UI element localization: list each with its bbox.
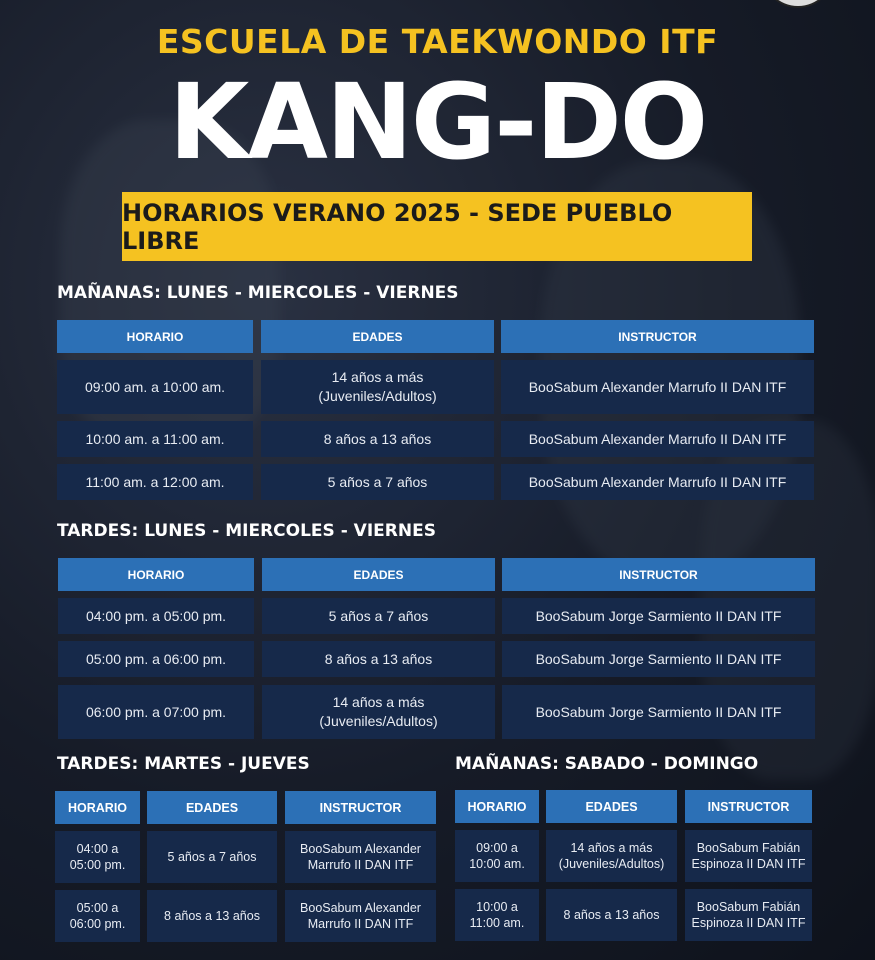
column-header: EDADES xyxy=(546,790,677,823)
column-header: HORARIO xyxy=(57,320,253,353)
school-logo-icon xyxy=(761,0,835,8)
schedule-time-cell: 04:00 a 05:00 pm. xyxy=(55,831,140,883)
column-header: HORARIO xyxy=(455,790,539,823)
column-header: INSTRUCTOR xyxy=(685,790,812,823)
column-header: INSTRUCTOR xyxy=(285,791,436,824)
instructor-cell: BooSabum Alexander Marrufo II DAN ITF xyxy=(501,464,814,500)
age-range-cell: 5 años a 7 años xyxy=(261,464,494,500)
schedule-time-cell: 05:00 a 06:00 pm. xyxy=(55,890,140,942)
schedule-time-cell: 11:00 am. a 12:00 am. xyxy=(57,464,253,500)
instructor-cell: BooSabum Fabián Espinoza II DAN ITF xyxy=(685,889,812,941)
section-title: MAÑANAS: SABADO - DOMINGO xyxy=(455,754,759,774)
age-range-cell: 8 años a 13 años xyxy=(546,889,677,941)
age-range-cell: 8 años a 13 años xyxy=(262,641,495,677)
section-title: TARDES: LUNES - MIERCOLES - VIERNES xyxy=(57,521,436,541)
age-range-cell: 14 años a más (Juveniles/Adultos) xyxy=(261,360,494,414)
schedule-time-cell: 04:00 pm. a 05:00 pm. xyxy=(58,598,254,634)
column-header: INSTRUCTOR xyxy=(501,320,814,353)
instructor-cell: BooSabum Alexander Marrufo II DAN ITF xyxy=(501,360,814,414)
age-range-cell: 8 años a 13 años xyxy=(147,890,277,942)
age-range-cell: 8 años a 13 años xyxy=(261,421,494,457)
section-title: MAÑANAS: LUNES - MIERCOLES - VIERNES xyxy=(57,283,459,303)
column-header: HORARIO xyxy=(55,791,140,824)
column-header: HORARIO xyxy=(58,558,254,591)
instructor-cell: BooSabum Jorge Sarmiento II DAN ITF xyxy=(502,598,815,634)
schedule-time-cell: 06:00 pm. a 07:00 pm. xyxy=(58,685,254,739)
column-header: EDADES xyxy=(147,791,277,824)
column-header: INSTRUCTOR xyxy=(502,558,815,591)
school-subtitle: ESCUELA DE TAEKWONDO ITF xyxy=(156,22,719,61)
schedule-time-cell: 05:00 pm. a 06:00 pm. xyxy=(58,641,254,677)
schedule-banner: HORARIOS VERANO 2025 - SEDE PUEBLO LIBRE xyxy=(122,192,752,261)
instructor-cell: BooSabum Alexander Marrufo II DAN ITF xyxy=(285,890,436,942)
instructor-cell: BooSabum Alexander Marrufo II DAN ITF xyxy=(501,421,814,457)
age-range-cell: 5 años a 7 años xyxy=(262,598,495,634)
school-title: KANG-DO xyxy=(168,61,707,183)
schedule-time-cell: 09:00 a 10:00 am. xyxy=(455,830,539,882)
age-range-cell: 5 años a 7 años xyxy=(147,831,277,883)
column-header: EDADES xyxy=(261,320,494,353)
instructor-cell: BooSabum Fabián Espinoza II DAN ITF xyxy=(685,830,812,882)
age-range-cell: 14 años a más (Juveniles/Adultos) xyxy=(546,830,677,882)
instructor-cell: BooSabum Jorge Sarmiento II DAN ITF xyxy=(502,641,815,677)
age-range-cell: 14 años a más (Juveniles/Adultos) xyxy=(262,685,495,739)
column-header: EDADES xyxy=(262,558,495,591)
section-title: TARDES: MARTES - JUEVES xyxy=(57,754,310,774)
instructor-cell: BooSabum Alexander Marrufo II DAN ITF xyxy=(285,831,436,883)
schedule-time-cell: 10:00 am. a 11:00 am. xyxy=(57,421,253,457)
instructor-cell: BooSabum Jorge Sarmiento II DAN ITF xyxy=(502,685,815,739)
schedule-time-cell: 09:00 am. a 10:00 am. xyxy=(57,360,253,414)
schedule-time-cell: 10:00 a 11:00 am. xyxy=(455,889,539,941)
